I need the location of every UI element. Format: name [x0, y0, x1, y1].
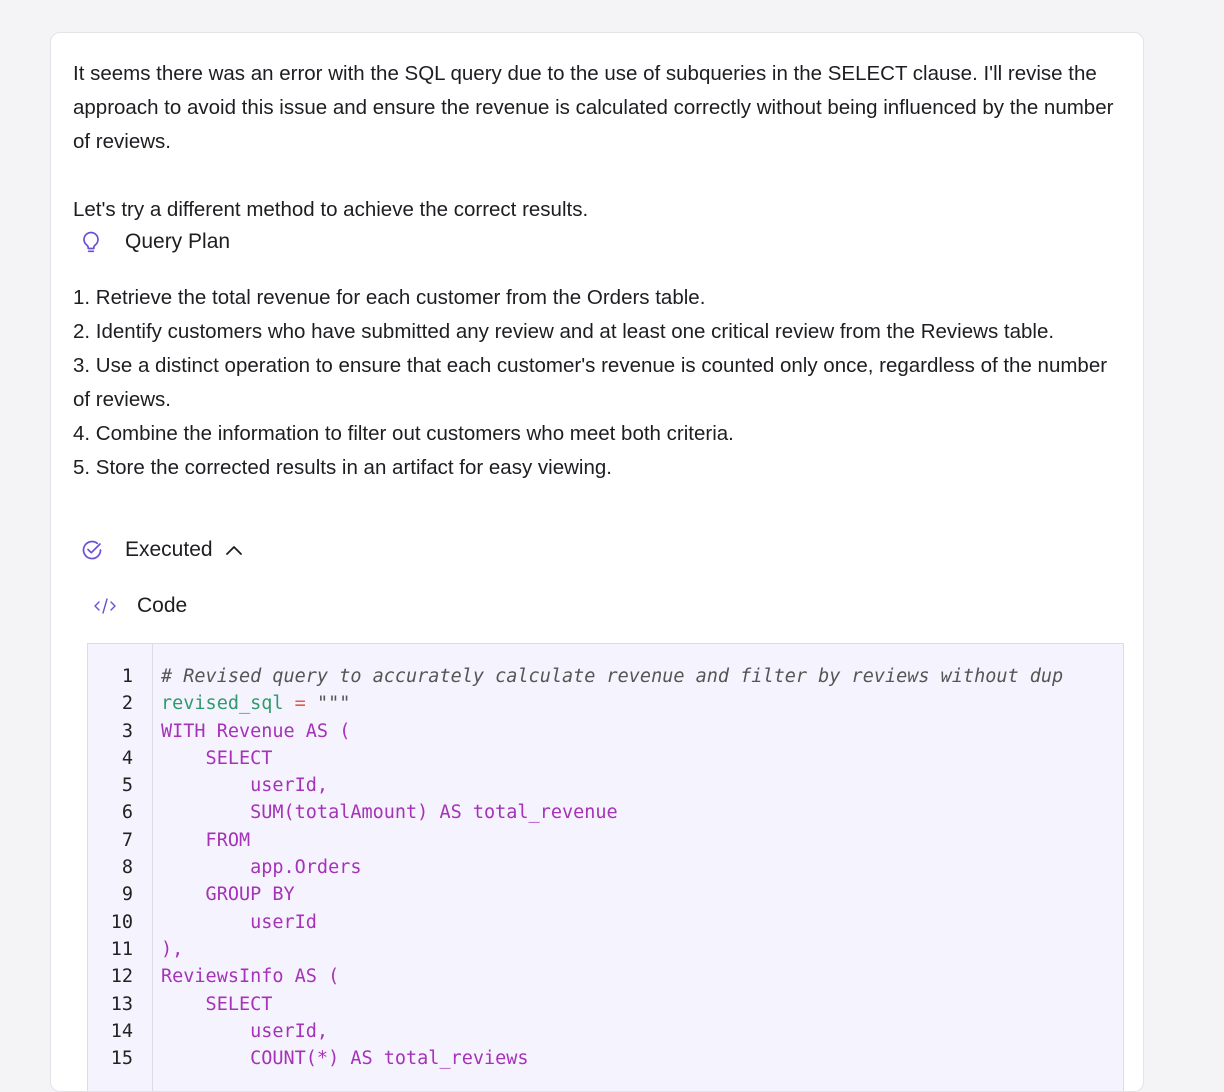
code-line: [88, 909, 1112, 936]
code-text: FROM: [161, 829, 251, 851]
plan-step: 5. Store the corrected results in an artifact for easy viewing.: [73, 456, 612, 479]
line-number: 11: [110, 938, 133, 960]
query-plan-title: Query Plan: [125, 230, 231, 253]
plan-step: 2. Identify customers who have submitted any review and at least one critical review from the Reviews table.: [73, 320, 1055, 343]
query-plan-header: [79, 230, 230, 254]
code-text: app.Orders: [161, 857, 362, 879]
lightbulb-icon: [79, 230, 103, 254]
code-line: [88, 963, 1112, 990]
line-number: 15: [110, 1048, 133, 1070]
code-text: GROUP BY: [161, 884, 295, 906]
line-number: 3: [121, 720, 133, 742]
code-line: [88, 991, 1112, 1018]
code-line: [88, 772, 1112, 799]
plan-step: 3. Use a distinct operation to ensure that each customer's revenue is counted only once, regardless of the number of reviews.: [73, 354, 1108, 411]
line-number: 5: [121, 775, 133, 797]
plan-step: 4. Combine the information to filter out customers who meet both criteria.: [73, 422, 734, 445]
code-line: [88, 690, 1112, 717]
message-paragraph: Let's try a different method to achieve the correct results.: [73, 198, 589, 221]
line-number: 8: [121, 857, 133, 879]
line-number: 1: [121, 666, 133, 687]
line-number: 2: [121, 693, 133, 715]
line-number: 12: [110, 966, 133, 988]
code-text: ReviewsInfo AS (: [161, 966, 340, 988]
executed-toggle[interactable]: [80, 538, 243, 562]
code-line: [88, 663, 1112, 690]
line-number: 6: [121, 802, 133, 824]
code-line: [88, 1018, 1112, 1045]
executed-label: Executed: [125, 538, 213, 561]
code-text: userId,: [161, 1020, 329, 1042]
line-number: 9: [121, 884, 133, 906]
line-number: 4: [121, 747, 133, 769]
code-block[interactable]: [87, 643, 1124, 1092]
code-line: [88, 827, 1112, 854]
code-label: Code: [137, 594, 188, 617]
code-text: userId: [161, 911, 317, 933]
code-text: revised_sql = """: [161, 693, 351, 715]
code-text: COUNT(*) AS total_reviews: [161, 1048, 529, 1070]
code-text: # Revised query to accurately calculate revenue and filter by reviews without dup: [161, 666, 1064, 687]
chat-message-card: [50, 32, 1144, 1092]
code-line: [88, 799, 1112, 826]
check-circle-icon: [80, 538, 104, 562]
line-number: 13: [110, 993, 133, 1015]
line-number: 7: [121, 829, 133, 851]
code-line: [88, 1045, 1112, 1072]
code-text: SELECT: [161, 747, 273, 769]
code-text: WITH Revenue AS (: [161, 720, 351, 742]
code-lines: [88, 663, 1112, 1072]
code-section-header: [93, 594, 187, 618]
code-line: [88, 745, 1112, 772]
code-text: SELECT: [161, 993, 273, 1015]
chevron-up-icon[interactable]: [225, 544, 243, 556]
query-plan-steps: [73, 281, 1123, 485]
assistant-message: [73, 57, 1123, 227]
code-line: [88, 936, 1112, 963]
code-line: [88, 881, 1112, 908]
code-line: [88, 854, 1112, 881]
line-number: 14: [110, 1020, 133, 1042]
line-number: 10: [110, 911, 133, 933]
code-text: ),: [161, 938, 184, 960]
message-paragraph: It seems there was an error with the SQL query due to the use of subqueries in the SELECT clause. I'll revise the approach to avoid this issue and ensure the revenue is calculated correctly without being influenced by the number of reviews.: [73, 62, 1114, 153]
plan-step: 1. Retrieve the total revenue for each customer from the Orders table.: [73, 286, 706, 309]
code-text: userId,: [161, 775, 329, 797]
code-line: [88, 718, 1112, 745]
code-text: SUM(totalAmount) AS total_revenue: [161, 802, 618, 824]
code-icon: [93, 594, 117, 618]
